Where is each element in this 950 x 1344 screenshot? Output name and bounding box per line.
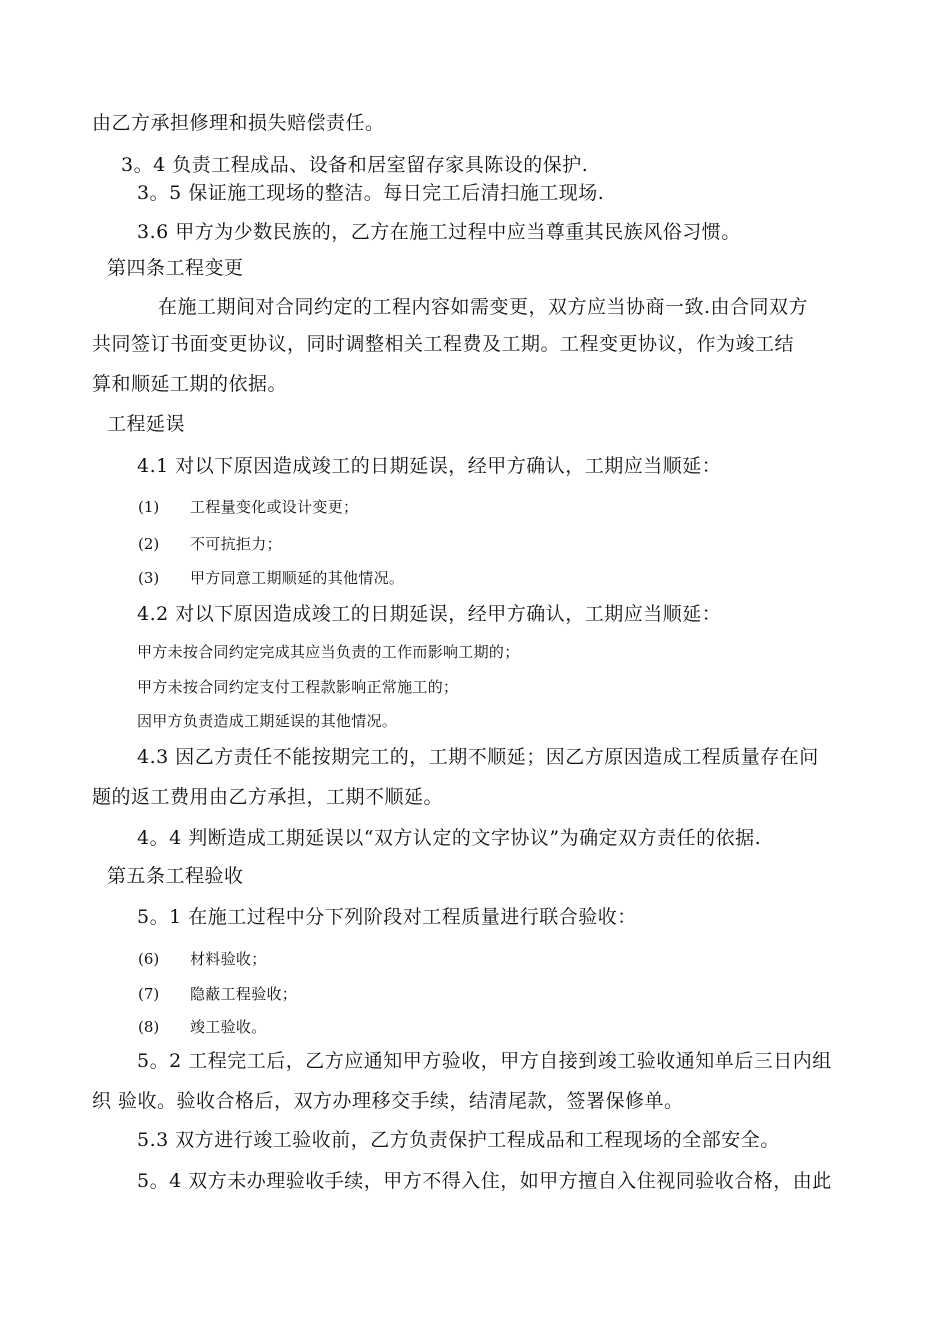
list-item: 工程量变化或设计变更； [190, 498, 359, 516]
section-heading-5: 第五条工程验收 [107, 865, 244, 887]
list-item-number: (1) [138, 498, 160, 516]
section-heading-delay: 工程延误 [107, 413, 186, 435]
clause-5-2: 5。2 工程完工后，乙方应通知甲方验收，甲方自接到竣工验收通知单后三日内组 [137, 1050, 832, 1072]
clause-4-3: 4.3 因乙方责任不能按期完工的，工期不顺延；因乙方原因造成工程质量存在问 [137, 746, 819, 768]
clause-4-1: 4.1 对以下原因造成竣工的日期延误，经甲方确认，工期应当顺延： [137, 455, 722, 477]
paragraph-line: 由乙方承担修理和损失赔偿责任。 [92, 112, 385, 134]
paragraph-line: 在施工期间对合同约定的工程内容如需变更，双方应当协商一致.由合同双方 [158, 296, 809, 318]
list-item-number: (8) [138, 1018, 160, 1036]
paragraph-line: 织 验收。验收合格后，双方办理移交手续，结清尾款，签署保修单。 [92, 1090, 684, 1112]
paragraph-line: 共同签订书面变更协议，同时调整相关工程费及工期。工程变更协议，作为竣工结 [92, 333, 795, 355]
list-item: 材料验收； [190, 950, 267, 968]
clause-5-3: 5.3 双方进行竣工验收前，乙方负责保护工程成品和工程现场的全部安全。 [137, 1129, 780, 1151]
paragraph-line: 题的返工费用由乙方承担，工期不顺延。 [92, 786, 444, 808]
list-item-number: (6) [138, 950, 160, 968]
list-item-number: (7) [138, 985, 160, 1003]
paragraph-line: 算和顺延工期的依据。 [92, 373, 288, 395]
list-item: 隐蔽工程验收； [190, 985, 298, 1003]
clause-3-4: 3。4 负责工程成品、设备和居室留存家具陈设的保护. [121, 154, 589, 176]
clause-3-5: 3。5 保证施工现场的整洁。每日完工后清扫施工现场. [137, 182, 605, 204]
clause-3-6: 3.6 甲方为少数民族的，乙方在施工过程中应当尊重其民族风俗习惯。 [137, 221, 741, 243]
section-heading-4: 第四条工程变更 [107, 257, 244, 279]
clause-4-4: 4。4 判断造成工期延误以“双方认定的文字协议”为确定双方责任的依据. [137, 827, 762, 849]
list-item: 不可抗拒力； [190, 535, 282, 553]
clause-4-2: 4.2 对以下原因造成竣工的日期延误，经甲方确认，工期应当顺延： [137, 603, 722, 625]
sub-item: 甲方未按合同约定完成其应当负责的工作而影响工期的； [137, 643, 520, 661]
sub-item: 因甲方负责造成工期延误的其他情况。 [137, 712, 398, 730]
list-item: 甲方同意工期顺延的其他情况。 [190, 569, 405, 587]
list-item: 竣工验收。 [190, 1018, 267, 1036]
list-item-number: (3) [138, 569, 160, 587]
clause-5-1: 5。1 在施工过程中分下列阶段对工程质量进行联合验收： [137, 906, 637, 928]
clause-5-4: 5。4 双方未办理验收手续，甲方不得入住，如甲方擅自入住视同验收合格，由此 [137, 1170, 832, 1192]
list-item-number: (2) [138, 535, 160, 553]
sub-item: 甲方未按合同约定支付工程款影响正常施工的； [137, 678, 459, 696]
